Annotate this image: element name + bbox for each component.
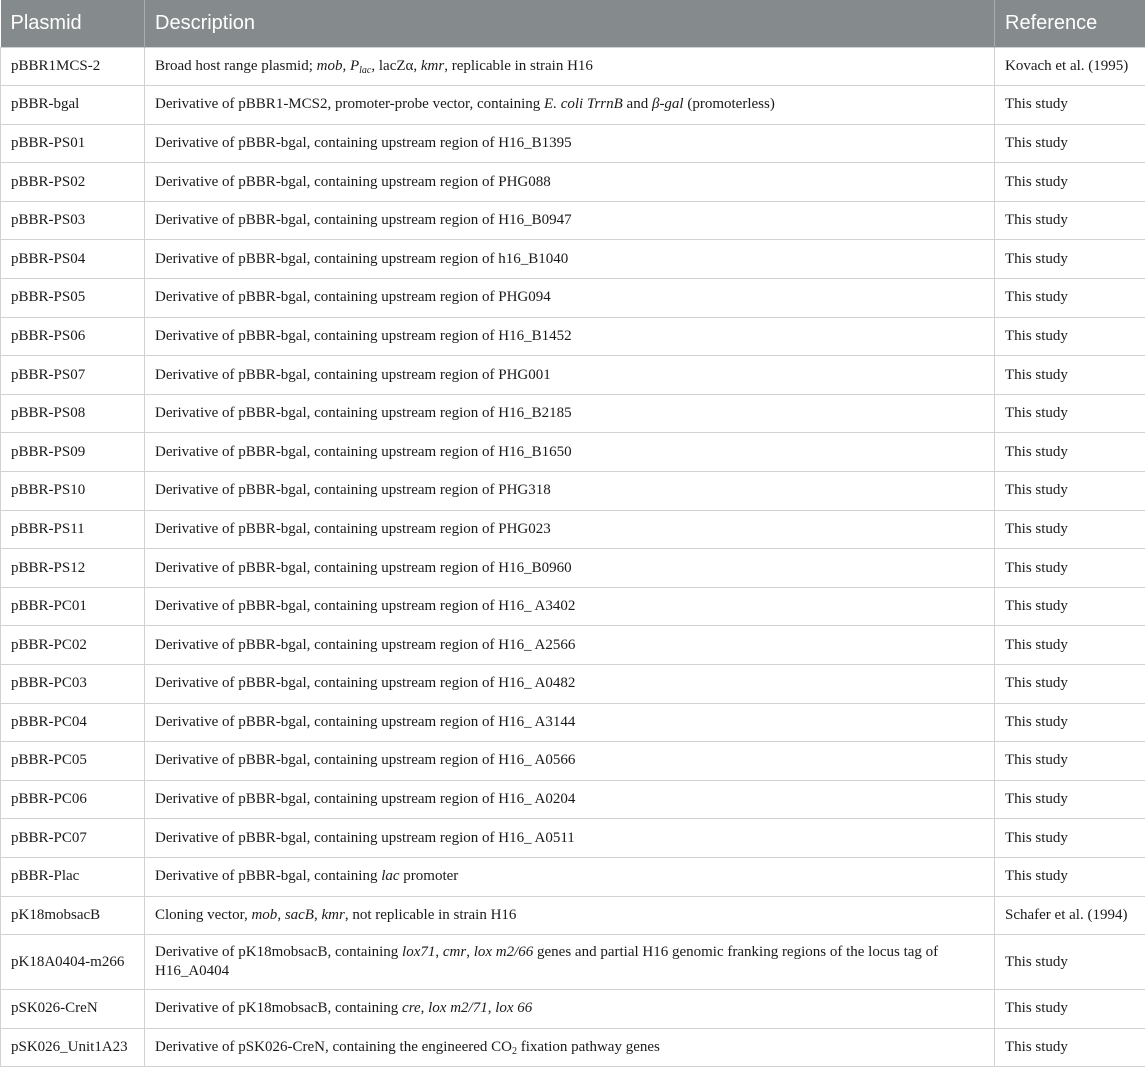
description-segment: mob [251, 906, 278, 923]
description-segment: Derivative of pBBR-bgal, containing upstream region of H16_ A0566 [155, 752, 576, 769]
description-segment: lox m2/71 [428, 1000, 488, 1017]
description-segment: Derivative of pBBR-bgal, containing upstream region of PHG001 [155, 366, 551, 383]
table-row [1, 703, 1145, 742]
plasmid-cell: pBBR-PS09 [1, 433, 145, 472]
description-cell [145, 626, 995, 665]
description-cell [145, 394, 995, 433]
plasmid-cell: pBBR-PS10 [1, 472, 145, 511]
description-segment: Derivative of pBBR-bgal, containing upstream region of H16_ A0482 [155, 675, 576, 692]
reference-cell: This study [995, 317, 1145, 356]
description-cell [145, 780, 995, 819]
plasmid-cell: pBBR-PS07 [1, 356, 145, 395]
description-segment: lac [359, 64, 372, 76]
table-row [1, 587, 1145, 626]
description-cell [145, 317, 995, 356]
description-segment: cre [402, 1000, 421, 1017]
description-segment: Derivative of pBBR-bgal, containing upstream region of H16_B1452 [155, 327, 572, 344]
description-segment: Derivative of pBBR-bgal, containing [155, 868, 382, 885]
description-segment: mob [316, 57, 343, 74]
reference-cell: This study [995, 703, 1145, 742]
description-segment: Derivative of pBBR-bgal, containing upstream region of H16_ A2566 [155, 636, 576, 653]
reference-cell: This study [995, 433, 1145, 472]
reference-cell: This study [995, 394, 1145, 433]
table-row [1, 990, 1145, 1029]
description-cell [145, 990, 995, 1029]
table-row [1, 896, 1145, 935]
description-segment: Derivative of pBBR-bgal, containing upstream region of PHG318 [155, 482, 551, 499]
table-row [1, 124, 1145, 163]
description-segment: Derivative of pK18mobsacB, containing [155, 1000, 403, 1017]
description-cell [145, 240, 995, 279]
plasmid-cell: pBBR-PS06 [1, 317, 145, 356]
plasmid-cell: pBBR-PC06 [1, 780, 145, 819]
reference-cell: This study [995, 626, 1145, 665]
description-segment: lox m2/66 [473, 944, 534, 961]
description-segment: , [342, 57, 350, 74]
table-row [1, 742, 1145, 781]
table-row [1, 47, 1145, 86]
description-segment: 2 [511, 1046, 517, 1058]
table-row [1, 433, 1145, 472]
table-row [1, 201, 1145, 240]
description-cell [145, 549, 995, 588]
table-row [1, 279, 1145, 318]
description-cell [145, 819, 995, 858]
description-cell [145, 857, 995, 896]
plasmid-cell: pBBR-PC05 [1, 742, 145, 781]
description-segment: Derivative of pBBR-bgal, containing upstream region of PHG088 [155, 173, 551, 190]
description-segment: , [487, 1000, 496, 1017]
description-cell [145, 47, 995, 86]
reference-cell: This study [995, 240, 1145, 279]
description-cell [145, 896, 995, 935]
description-segment: Derivative of pBBR-bgal, containing upstream region of H16_ A3402 [155, 598, 576, 615]
description-segment: Derivative of pBBR-bgal, containing upstream region of H16_B0960 [155, 559, 572, 576]
description-segment: kmr [321, 906, 345, 923]
description-segment: , replicable in strain H16 [444, 57, 593, 74]
reference-cell: This study [995, 279, 1145, 318]
plasmid-cell: pBBR-PC07 [1, 819, 145, 858]
description-segment: Derivative of pBBR-bgal, containing upstream region of H16_ A3144 [155, 713, 576, 730]
reference-cell: This study [995, 857, 1145, 896]
plasmid-cell: pSK026_Unit1A23 [1, 1028, 145, 1067]
description-segment: Derivative of pBBR-bgal, containing upstream region of H16_B0947 [155, 212, 572, 229]
description-segment: , [277, 906, 285, 923]
plasmid-cell: pSK026-CreN [1, 990, 145, 1029]
description-segment: , [313, 906, 322, 923]
description-cell [145, 1028, 995, 1067]
reference-cell: This study [995, 819, 1145, 858]
reference-cell: This study [995, 124, 1145, 163]
plasmid-cell: pK18A0404-m266 [1, 935, 145, 990]
description-segment: , [435, 944, 443, 961]
reference-cell: Kovach et al. (1995) [995, 47, 1145, 86]
description-segment: kmr [420, 57, 445, 74]
reference-cell: This study [995, 201, 1145, 240]
header-reference: Reference [995, 0, 1145, 47]
description-cell [145, 356, 995, 395]
reference-cell: This study [995, 665, 1145, 704]
description-cell [145, 665, 995, 704]
description-segment: cmr [442, 944, 467, 961]
description-cell [145, 86, 995, 125]
description-segment: Derivative of pBBR-bgal, containing upstream region of h16_B1040 [155, 250, 569, 267]
reference-cell: This study [995, 780, 1145, 819]
reference-cell: Schafer et al. (1994) [995, 896, 1145, 935]
description-cell [145, 742, 995, 781]
plasmid-cell: pBBR-PS11 [1, 510, 145, 549]
description-segment: fixation pathway genes [516, 1039, 660, 1056]
table-row [1, 626, 1145, 665]
description-cell [145, 703, 995, 742]
plasmid-cell: pBBR1MCS-2 [1, 47, 145, 86]
description-cell [145, 433, 995, 472]
description-cell [145, 201, 995, 240]
header-row [1, 0, 1145, 47]
description-cell [145, 163, 995, 202]
description-segment: sacB [284, 906, 314, 923]
description-segment: Derivative of pBBR-bgal, containing upstream region of H16_B2185 [155, 405, 572, 422]
header-description: Description [145, 0, 995, 47]
description-cell [145, 935, 995, 990]
table-row [1, 472, 1145, 511]
plasmid-cell: pBBR-PC04 [1, 703, 145, 742]
description-segment: Derivative of pBBR-bgal, containing upstream region of H16_ A0511 [155, 829, 575, 846]
table-row [1, 1028, 1145, 1067]
table-row [1, 780, 1145, 819]
table-row [1, 240, 1145, 279]
description-segment: Derivative of pBBR-bgal, containing upstream region of PHG094 [155, 289, 551, 306]
table-body [1, 47, 1145, 1067]
reference-cell: This study [995, 935, 1145, 990]
plasmid-cell: pBBR-PS04 [1, 240, 145, 279]
description-segment: lox71 [402, 944, 436, 961]
description-segment: Derivative of pBBR-bgal, containing upstream region of H16_ A0204 [155, 791, 576, 808]
plasmid-cell: pBBR-PS03 [1, 201, 145, 240]
reference-cell: This study [995, 549, 1145, 588]
reference-cell: This study [995, 742, 1145, 781]
plasmid-cell: pBBR-PS08 [1, 394, 145, 433]
table-row [1, 86, 1145, 125]
description-cell [145, 279, 995, 318]
plasmid-cell: pBBR-PC02 [1, 626, 145, 665]
reference-cell: This study [995, 587, 1145, 626]
description-segment: , lacZα, [371, 57, 421, 74]
table-row [1, 935, 1145, 990]
header-plasmid: Plasmid [1, 0, 145, 47]
description-segment: and [622, 96, 652, 113]
reference-cell: This study [995, 86, 1145, 125]
table-row [1, 857, 1145, 896]
description-segment: Derivative of pBBR1-MCS2, promoter-probe vector, containing [155, 96, 545, 113]
reference-cell: This study [995, 356, 1145, 395]
description-cell [145, 124, 995, 163]
table-row [1, 163, 1145, 202]
table-row [1, 317, 1145, 356]
table-row [1, 510, 1145, 549]
description-cell [145, 510, 995, 549]
plasmid-cell: pBBR-PS01 [1, 124, 145, 163]
description-segment: lox 66 [495, 1000, 533, 1017]
description-segment: Derivative of pK18mobsacB, containing [155, 944, 403, 961]
reference-cell: This study [995, 990, 1145, 1029]
description-segment: promoter [399, 868, 459, 885]
description-segment: , [420, 1000, 429, 1017]
description-segment: (promoterless) [683, 96, 775, 113]
plasmid-cell: pK18mobsacB [1, 896, 145, 935]
reference-cell: This study [995, 472, 1145, 511]
reference-cell: This study [995, 510, 1145, 549]
plasmid-cell: pBBR-PC03 [1, 665, 145, 704]
table-row [1, 356, 1145, 395]
table-row [1, 549, 1145, 588]
description-segment: P [349, 57, 360, 74]
description-segment: Broad host range plasmid; [155, 57, 317, 74]
description-segment: , [466, 944, 474, 961]
description-segment: Cloning vector, [155, 906, 252, 923]
description-segment: Derivative of pBBR-bgal, containing upstream region of H16_B1395 [155, 134, 572, 151]
table-header [1, 0, 1145, 47]
reference-cell: This study [995, 1028, 1145, 1067]
description-segment: Derivative of pSK026-CreN, containing the engineered CO [155, 1039, 512, 1056]
table-row [1, 819, 1145, 858]
plasmid-cell: pBBR-bgal [1, 86, 145, 125]
description-segment: genes and partial H16 genomic franking regions of the locus tag of H16_A0404 [155, 944, 939, 980]
reference-cell: This study [995, 163, 1145, 202]
plasmid-cell: pBBR-Plac [1, 857, 145, 896]
description-cell [145, 472, 995, 511]
table-row [1, 665, 1145, 704]
description-segment: , not replicable in strain H16 [344, 906, 517, 923]
plasmid-cell: pBBR-PS12 [1, 549, 145, 588]
plasmid-cell: pBBR-PC01 [1, 587, 145, 626]
description-segment: β-gal [651, 96, 684, 113]
table-row [1, 394, 1145, 433]
description-cell [145, 587, 995, 626]
plasmid-cell: pBBR-PS02 [1, 163, 145, 202]
description-segment: Derivative of pBBR-bgal, containing upstream region of H16_B1650 [155, 443, 572, 460]
description-segment: lac [381, 868, 400, 885]
plasmid-cell: pBBR-PS05 [1, 279, 145, 318]
description-segment: Derivative of pBBR-bgal, containing upstream region of PHG023 [155, 520, 551, 537]
description-segment: E. coli TrrnB [544, 96, 623, 113]
